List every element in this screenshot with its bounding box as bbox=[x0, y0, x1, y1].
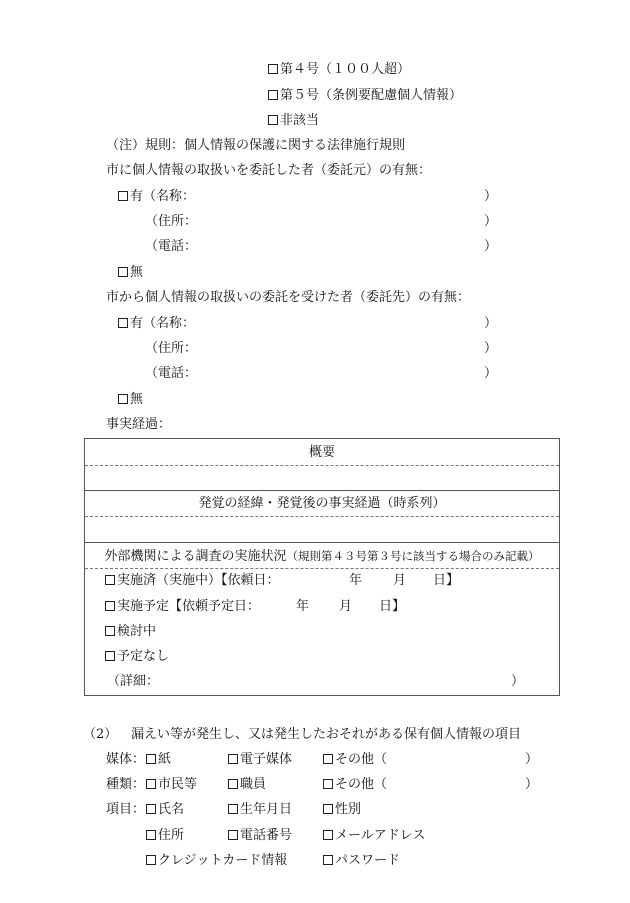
checkbox-icon bbox=[146, 779, 156, 789]
summary-header: 概要 bbox=[308, 445, 335, 460]
item-password-option[interactable]: パスワード bbox=[323, 853, 400, 869]
consignor-yes-option[interactable]: 有（名称： bbox=[118, 189, 195, 205]
checkbox-icon bbox=[118, 267, 128, 277]
consignor-address-close: ） bbox=[484, 214, 498, 229]
item-name-option[interactable]: 氏名 bbox=[146, 802, 184, 818]
planned-year: 年 bbox=[296, 599, 310, 614]
section2-number: （2） bbox=[83, 727, 118, 742]
checkbox-icon bbox=[268, 64, 278, 74]
media-paper-option[interactable]: 紙 bbox=[146, 752, 171, 768]
media-other-close: ） bbox=[525, 752, 539, 767]
consignor-phone-label: （電話： bbox=[145, 239, 198, 254]
consignee-yes-option[interactable]: 有（名称： bbox=[118, 316, 195, 332]
media-other-option[interactable]: その他（ bbox=[323, 752, 387, 768]
kind-staff-option[interactable]: 職員 bbox=[228, 777, 266, 793]
planned-day: 日】 bbox=[379, 599, 406, 614]
kind-label: 種類： bbox=[106, 777, 146, 792]
kind-citizen-option[interactable]: 市民等 bbox=[146, 777, 197, 793]
media-electronic-option[interactable]: 電子媒体 bbox=[228, 752, 292, 768]
checkbox-icon bbox=[323, 754, 333, 764]
checkbox-icon bbox=[268, 90, 278, 100]
consignee-phone-close: ） bbox=[484, 366, 498, 381]
facts-heading: 事実経過： bbox=[106, 417, 172, 432]
facts-table bbox=[84, 438, 560, 696]
external-header: 外部機関による調査の実施状況（規則第４３号第３号に該当する場合のみ記載） bbox=[104, 549, 540, 564]
item-label: 項目： bbox=[106, 802, 146, 817]
checkbox-icon bbox=[105, 626, 115, 636]
done-year: 年 bbox=[349, 573, 363, 588]
item-gender-option[interactable]: 性別 bbox=[323, 802, 361, 818]
checkbox-icon bbox=[268, 115, 278, 125]
consignee-address-label: （住所： bbox=[145, 341, 198, 356]
checkbox-icon bbox=[105, 651, 115, 661]
media-label: 媒体： bbox=[106, 752, 146, 767]
checkbox-icon bbox=[146, 830, 156, 840]
item-creditcard-option[interactable]: クレジットカード情報 bbox=[146, 853, 287, 869]
checkbox-icon bbox=[105, 601, 115, 611]
consignor-heading: 市に個人情報の取扱いを委託した者（委託元）の有無： bbox=[106, 163, 432, 178]
kind-other-option[interactable]: その他（ bbox=[323, 777, 387, 793]
checkbox-icon bbox=[118, 318, 128, 328]
option-considering[interactable]: 検討中 bbox=[105, 624, 156, 640]
checkbox-icon bbox=[146, 855, 156, 865]
option-no5[interactable]: 第５号（条例要配慮個人情報） bbox=[268, 88, 462, 104]
checkbox-icon bbox=[228, 754, 238, 764]
consignor-name-close: ） bbox=[484, 189, 498, 204]
checkbox-icon bbox=[228, 779, 238, 789]
item-birthdate-option[interactable]: 生年月日 bbox=[228, 802, 292, 818]
consignor-phone-close: ） bbox=[484, 239, 498, 254]
divider bbox=[85, 465, 559, 466]
checkbox-icon bbox=[323, 830, 333, 840]
option-no4[interactable]: 第４号（１００人超） bbox=[268, 62, 410, 78]
checkbox-icon bbox=[146, 804, 156, 814]
detail-label: （詳細： bbox=[107, 674, 160, 689]
item-address-option[interactable]: 住所 bbox=[146, 828, 184, 844]
divider bbox=[85, 542, 559, 543]
option-planned[interactable]: 実施予定【依頼予定日： bbox=[105, 599, 260, 615]
divider bbox=[85, 490, 559, 491]
kind-other-close: ） bbox=[525, 777, 539, 792]
checkbox-icon bbox=[323, 804, 333, 814]
divider bbox=[85, 516, 559, 517]
item-email-option[interactable]: メールアドレス bbox=[323, 828, 425, 844]
consignee-heading: 市から個人情報の取扱いの委託を受けた者（委託先）の有無： bbox=[106, 290, 471, 305]
note-text: （注）規則：個人情報の保護に関する法律施行規則 bbox=[106, 138, 406, 153]
done-day: 日】 bbox=[433, 573, 460, 588]
checkbox-icon bbox=[228, 804, 238, 814]
consignor-no-option[interactable]: 無 bbox=[118, 265, 143, 281]
option-not-applicable[interactable]: 非該当 bbox=[268, 113, 319, 129]
consignee-address-close: ） bbox=[484, 341, 498, 356]
done-month: 月 bbox=[393, 573, 407, 588]
checkbox-icon bbox=[323, 779, 333, 789]
option-done[interactable]: 実施済（実施中）【依頼日： bbox=[105, 573, 280, 589]
item-phone-option[interactable]: 電話番号 bbox=[228, 828, 292, 844]
checkbox-icon bbox=[228, 830, 238, 840]
timeline-header: 発覚の経緯・発覚後の事実経過（時系列） bbox=[198, 496, 446, 511]
consignee-name-close: ） bbox=[484, 316, 498, 331]
checkbox-icon bbox=[323, 855, 333, 865]
section2-title: 漏えい等が発生し、又は発生したおそれがある保有個人情報の項目 bbox=[131, 727, 522, 742]
consignee-phone-label: （電話： bbox=[145, 366, 198, 381]
checkbox-icon bbox=[105, 575, 115, 585]
divider bbox=[85, 568, 559, 569]
checkbox-icon bbox=[146, 754, 156, 764]
consignee-no-option[interactable]: 無 bbox=[118, 392, 143, 408]
detail-close: ） bbox=[511, 674, 525, 689]
planned-month: 月 bbox=[339, 599, 353, 614]
checkbox-icon bbox=[118, 394, 128, 404]
checkbox-icon bbox=[118, 191, 128, 201]
option-none[interactable]: 予定なし bbox=[105, 649, 169, 665]
consignor-address-label: （住所： bbox=[145, 214, 198, 229]
